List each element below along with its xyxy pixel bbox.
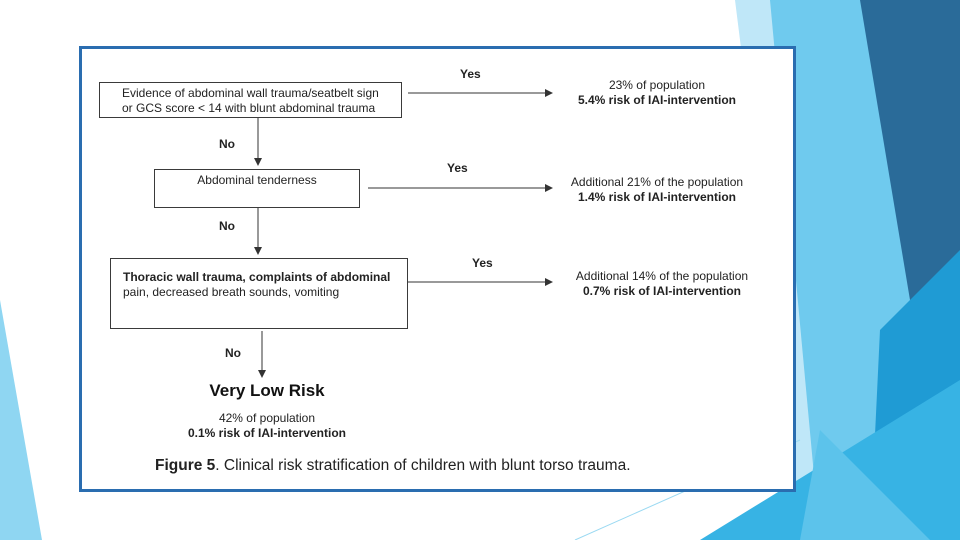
step2-no-label: No <box>219 219 235 233</box>
step1-outcome-line1: 23% of population <box>608 78 706 92</box>
step3-no-label: No <box>225 346 241 360</box>
step1-no-label: No <box>219 137 235 151</box>
step3-outcome-line2: 0.7% risk of IAI-intervention <box>582 284 742 298</box>
figure-caption <box>155 457 631 475</box>
step1-outcome-line2: 5.4% risk of IAI-intervention <box>577 93 737 107</box>
figure-caption-text: . Clinical risk stratification of children with blunt torso trauma. <box>215 457 631 474</box>
step3-question-box <box>110 258 408 329</box>
step1-question-box <box>99 82 402 118</box>
step1-outcome <box>557 78 757 108</box>
step2-outcome-line2: 1.4% risk of IAI-intervention <box>577 190 737 204</box>
step3-outcome <box>562 269 762 299</box>
figure-number: Figure 5 <box>155 457 216 474</box>
step1-question-line2: or GCS score < 14 with blunt abdominal trauma <box>122 101 376 115</box>
step2-question-box <box>154 169 360 208</box>
facet-left-bottom <box>0 300 42 540</box>
step3-question-line2: pain, decreased breath sounds, vomiting <box>123 285 340 299</box>
step1-question-line1: Evidence of abdominal wall trauma/seatbelt sign <box>122 86 379 100</box>
step3-yes-label: Yes <box>472 256 493 270</box>
step2-outcome <box>552 175 762 205</box>
very-low-risk-line1: 42% of population <box>218 411 316 425</box>
figure-frame <box>79 46 796 492</box>
very-low-risk-line2: 0.1% risk of IAI-intervention <box>187 426 347 440</box>
very-low-risk-outcome <box>152 411 382 441</box>
step3-outcome-line1: Additional 14% of the population <box>575 269 749 283</box>
step1-yes-label: Yes <box>460 67 481 81</box>
step2-yes-label: Yes <box>447 161 468 175</box>
step3-question-line1: Thoracic wall trauma, complaints of abdominal <box>123 270 391 284</box>
step2-outcome-line1: Additional 21% of the population <box>570 175 744 189</box>
step2-question: Abdominal tenderness <box>197 173 317 187</box>
very-low-risk-title: Very Low Risk <box>209 381 325 400</box>
